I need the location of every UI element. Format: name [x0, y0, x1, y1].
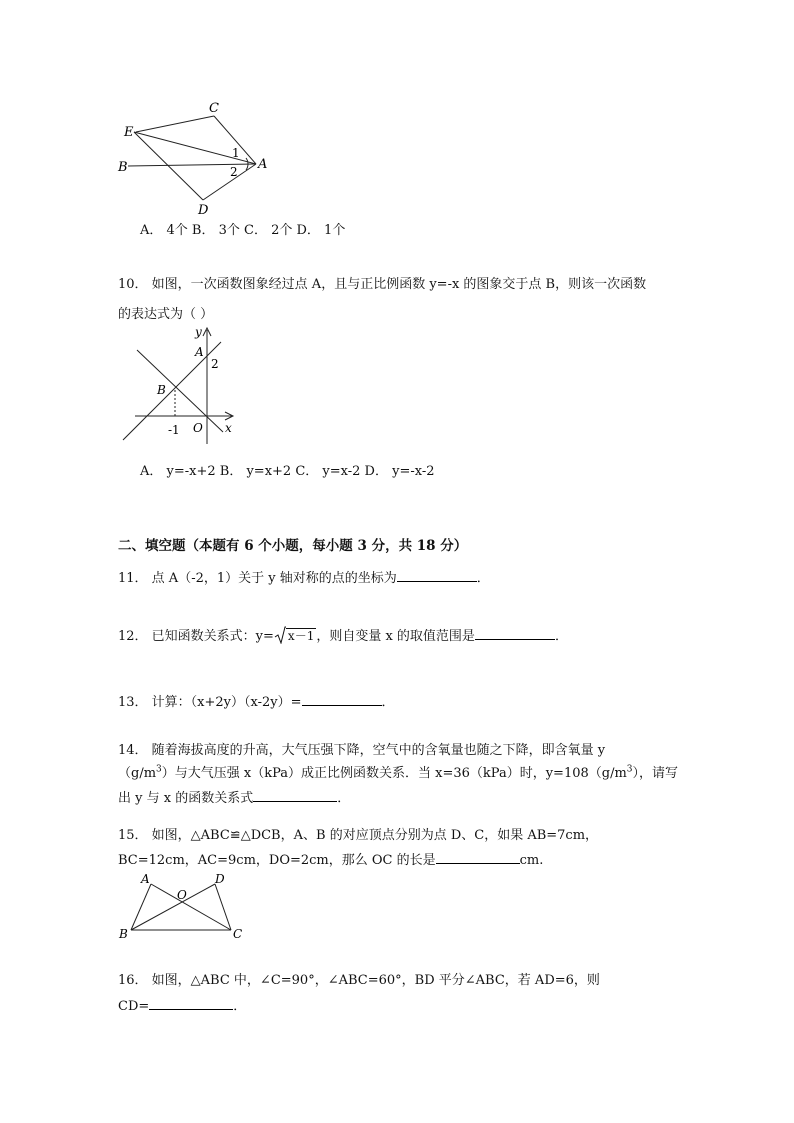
label-O: O	[193, 421, 203, 435]
axis-y-label: y	[195, 325, 202, 339]
q9-options: A． 4个 B． 3个 C． 2个 D． 1个	[140, 223, 346, 238]
label-angle1: 1	[232, 146, 240, 160]
sqrt-expression: x－1	[274, 626, 316, 646]
label-B: B	[118, 160, 128, 175]
label-2: 2	[211, 357, 219, 371]
label-B: B	[119, 927, 128, 941]
label-A: A	[195, 345, 204, 359]
figure-q9	[110, 98, 280, 218]
q15-line1: 15． 如图，△ABC≌△DCB，A、B 的对应顶点分别为点 D、C，如果 AB=7cm，	[118, 828, 599, 843]
q10-line1: 10． 如图，一次函数图象经过点 A，且与正比例函数 y=-x 的图象交于点 B，则该一次函数	[118, 277, 647, 292]
q14-line2: $(g/m^3)$与大气压强 x（kPa）成正比例函数关系．当 x=36（kPa）时，$y=108(g/m^3)$，请写	[118, 764, 679, 781]
figure-q10	[115, 322, 245, 447]
label-A: A	[258, 157, 268, 172]
q10-options: A． y=-x+2 B． y=x+2 C． y=x-2 D． y=-x-2	[140, 464, 435, 479]
label-D: D	[198, 203, 209, 218]
label-angle2: 2	[230, 165, 238, 179]
q10-line2: 的表达式为（ ）	[118, 307, 214, 322]
q13: 13． 计算：（x+2y）（x-2y）= ．	[118, 691, 395, 712]
q11: 11． 点 A（-2，1）关于 y 轴对称的点的坐标为 ．	[118, 567, 490, 588]
q16-line2: CD= ．	[118, 995, 246, 1016]
q12: 12． 已知函数关系式：y= x－1 ，则自变量 x 的取值范围是 ．	[118, 625, 568, 646]
label-D: D	[215, 872, 225, 886]
label-E: E	[124, 125, 134, 140]
section-2-heading: 二、填空题（本题有 6 个小题，每小题 3 分，共 18 分）	[118, 538, 468, 554]
q14-line1: 14． 随着海拔高度的升高，大气压强下降，空气中的含氧量也随之下降，即含氧量 y	[118, 743, 606, 758]
axis-x-label: x	[225, 421, 232, 435]
figure-q15	[115, 872, 255, 944]
q16-line1: 16． 如图，△ABC 中，∠C=90°，∠ABC=60°，BD 平分∠ABC，若 AD=6，则	[118, 973, 600, 988]
q15-line2: BC=12cm，AC=9cm，DO=2cm，那么 OC 的长是 cm.	[118, 849, 543, 870]
label-neg1: -1	[168, 423, 180, 437]
label-B: B	[157, 383, 166, 397]
q14-line3: 出 y 与 x 的函数关系式 ．	[118, 787, 350, 808]
label-O: O	[177, 888, 187, 902]
label-A: A	[141, 872, 150, 886]
label-C: C	[233, 927, 243, 941]
label-C: C	[209, 101, 219, 116]
